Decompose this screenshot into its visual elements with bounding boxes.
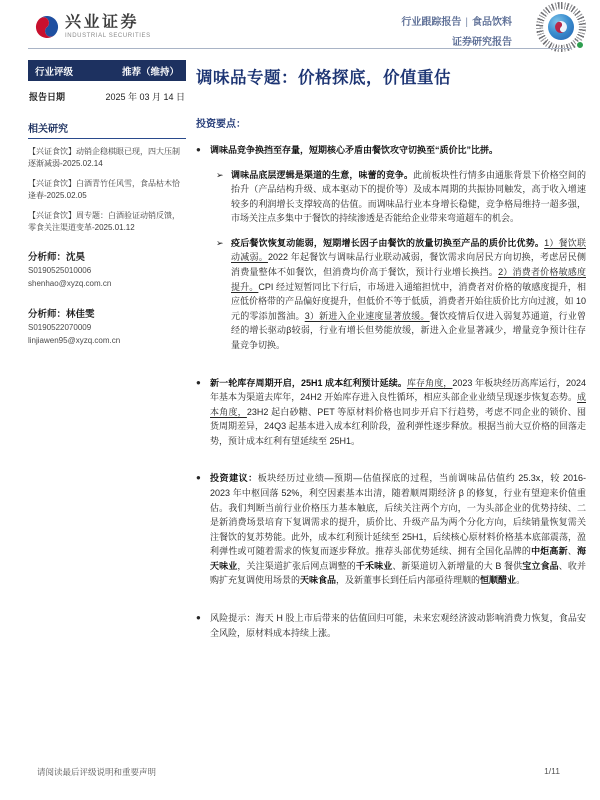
brand-name-en: INDUSTRIAL SECURITIES: [65, 32, 151, 39]
body-text: ，及新董事长到任后内部亟待理顺的: [336, 575, 481, 586]
underlined-text: 成本角度，: [210, 392, 586, 417]
analyst-meta: [28, 265, 186, 291]
key-point-bullet: [196, 471, 586, 588]
brand-name-cn: 兴业证券: [65, 14, 140, 31]
date-value: 2025 年 03 月 14 日: [105, 92, 185, 102]
report-header: [28, 10, 572, 50]
emphasis-text: 投资建议：: [210, 473, 258, 484]
emphasis-text: 宝立食品: [522, 560, 559, 571]
date-label: 报告日期: [29, 92, 66, 102]
body-text: 风险提示：海天 H 股上市后带来的估值回归可能，未来宏观经济波动影响消费力恢复，食品安全风险，原材料成本持续上涨。: [210, 613, 586, 638]
meta-separator: |: [465, 17, 468, 28]
analyst-email[interactable]: linjiawen95@xyzq.com.cn: [28, 335, 121, 345]
body-text: ，关注渠道扩张后网点调整的: [237, 560, 356, 571]
header-report-meta: [401, 13, 512, 48]
footer-disclaimer: 请阅读最后评级说明和重要声明: [37, 767, 157, 777]
emphasis-text: 新一轮库存周期开启，25H1 成本红利预计延续。: [210, 377, 407, 388]
analyst-cert-id: S0190522070009: [28, 322, 92, 332]
analyst-list: [28, 249, 186, 347]
bullet-marker-icon: ➢: [216, 169, 224, 180]
rating-value: 推荐（维持）: [121, 66, 179, 78]
brand-swirl-icon: [34, 14, 60, 40]
underlined-text: 库存角度，: [406, 377, 453, 388]
emphasis-text: 千禾味业: [355, 560, 393, 571]
body-text: 、: [567, 546, 577, 557]
report-type-label: 行业跟踪报告: [401, 17, 462, 28]
bullet-marker-icon: ●: [196, 377, 201, 387]
analyst-cert-id: S0190525010006: [28, 266, 92, 276]
report-main: [196, 60, 586, 640]
related-report-item[interactable]: 【兴证食饮】白酒青竹任风雪，食品枯木恰逢春-2025.02.05: [28, 178, 180, 201]
emphasis-text: 调味品竞争换挡至存量，短期核心矛盾由餐饮攻守切换至“质价比”比拼。: [210, 145, 499, 155]
analyst-name: 分析师：林佳雯: [28, 308, 95, 320]
emphasis-text: 调味品底层逻辑是渠道的生意，味蕾的竞争。: [231, 169, 414, 180]
emphasis-text: 恒顺醋业: [480, 575, 517, 586]
key-point-bullet: [196, 376, 586, 449]
body-text: 、新渠道切入新增量的大 B 餐供: [392, 560, 523, 571]
body-text: 板块经历过业绩—预期—估值探底的过程，当前调味品估值约 25.3x，较 2016-2023 年中枢回落 52%，利空因素基本出清，随着顺周期经济 β 的修复，行业有望迎来价值重估。我们判断当前行业价格压力基本触底，后续关注两个方向，一为头部企业的优势持续、二是新消费场景培育下复调需求的提升，质价比、升级产品为两个分化方向，后续销量恢复需关注餐饮的复苏势能。此外，成本红利预计延续至 25H1，后续核心原材料价格基本底部震荡，盈利弹性或可随着需求的恢复而逐步释放。推荐头部优势延续、拥有全国化品牌的: [210, 473, 586, 557]
company-seal-stamp: [536, 2, 586, 52]
report-date-row: [28, 90, 186, 103]
bullet-marker-icon: ●: [196, 613, 201, 623]
report-sidebar: [28, 60, 186, 348]
analyst-name: 分析师：沈昊: [28, 252, 86, 264]
page-number: 1/11: [544, 766, 560, 776]
brand-logo: [34, 14, 151, 40]
body-text: 此前板块性行情多由通胀背景下价格空间的抬升（产品结构升级、成本驱动下的提价等）及成本周期的共振协同触发，高于收入增速较多的利润增长支撑较高的估值。而调味品行业本身增长稳健，竞争格局维持一超多强，市场关注点多集中于餐饮的持续渗透是否能给企业带来弯道超车的机会。: [231, 169, 586, 224]
body-text: 。: [516, 575, 526, 586]
seal-green-dot: [576, 41, 584, 49]
doc-type-label: 证券研究报告: [452, 37, 512, 48]
underlined-text: 3）新进入企业速度显著放缓。: [304, 310, 430, 321]
header-divider: [28, 48, 572, 49]
rating-label: 行业评级: [35, 66, 74, 78]
key-point-bullet: [196, 611, 586, 640]
emphasis-text: 天味食品: [300, 575, 337, 586]
report-footer: [37, 766, 560, 778]
body-text: 2023 年板块经历高库运行，2024 年基本为渠道去库年，24H2 开始库存进入良性循环，相应头部企业业绩呈现逐步恢复态势。: [210, 377, 586, 403]
body-text: CPI 经过短暂同比下行后，市场进入通缩担忧中，消费者对价格的敏感度提升，相应低价格带的产品偏好度提升，但低价不等于低质，消费者开始往质价比方向过渡，如 10 元的零添加酱油。: [231, 281, 586, 321]
seal-inner-ring: [543, 9, 579, 45]
underlined-text: 1）餐饮联动减弱。: [231, 237, 586, 263]
related-report-item[interactable]: 【兴证食饮】动销企稳棋眼已现，四大压制逐渐减弱-2025.02.14: [28, 147, 180, 169]
related-report-item[interactable]: 【兴证食饮】周专题：白酒验证动销反馈，零食关注渠道变革-2025.01.12: [28, 210, 180, 232]
analyst-block: [28, 306, 186, 348]
body-text: 2022 年起餐饮与调味品行业联动减弱，餐饮需求向居民方向切换，考虑居民侧消费量整体不如餐饮，但消费均价高于餐饮，预计行业增长换挡。: [231, 252, 586, 278]
emphasis-text: 海天味业: [210, 546, 586, 571]
emphasis-text: 中炬高新: [531, 546, 568, 557]
industry-rating-bar: [28, 60, 186, 81]
body-text: 23H2 起白砂糖、PET 等原材料价格也同步开启下行趋势，考虑不同企业的锁价、囤货周期差异，24Q3 起基本进入成本红利阶段，盈利弹性逐步释放。根据当前大豆价格的回落走势，预计成本红利有望延续至 25H1。: [210, 406, 586, 446]
emphasis-text: 疫后餐饮恢复动能弱，短期增长因子由餐饮的放量切换至产品的质价比优势。: [231, 237, 545, 248]
underlined-text: 2）消费者价格敏感度提升。: [231, 267, 586, 292]
related-research-title: 相关研究: [28, 120, 186, 139]
bullet-list: [196, 143, 586, 640]
sub-point-bullet: [216, 168, 586, 226]
seal-logo-icon: [548, 14, 574, 40]
analyst-email[interactable]: shenhao@xyzq.com.cn: [28, 279, 112, 289]
related-research-list: [28, 146, 186, 234]
investment-highlights-label: 投资要点：: [196, 119, 246, 130]
sub-point-bullet: [216, 236, 586, 353]
report-title: 调味品专题：价格探底，价值重估: [196, 69, 451, 87]
bullet-marker-icon: ●: [196, 145, 201, 154]
body-text: 餐饮疫情后仅进入弱复苏通道，行业曾经的增长驱动β较弱，行业有增长但势能放缓，新进入企业显著减少，增量竞争预计往存量竞争切换。: [231, 310, 586, 350]
industry-label: 食品饮料: [472, 17, 512, 28]
key-point-bullet: [196, 143, 586, 158]
brand-text: [65, 14, 151, 39]
bullet-marker-icon: ●: [196, 473, 201, 483]
analyst-block: [28, 249, 186, 291]
bullet-marker-icon: ➢: [216, 237, 224, 248]
analyst-meta: [28, 322, 186, 348]
body-text: 、收并购扩充复调使用场景的: [210, 560, 586, 586]
